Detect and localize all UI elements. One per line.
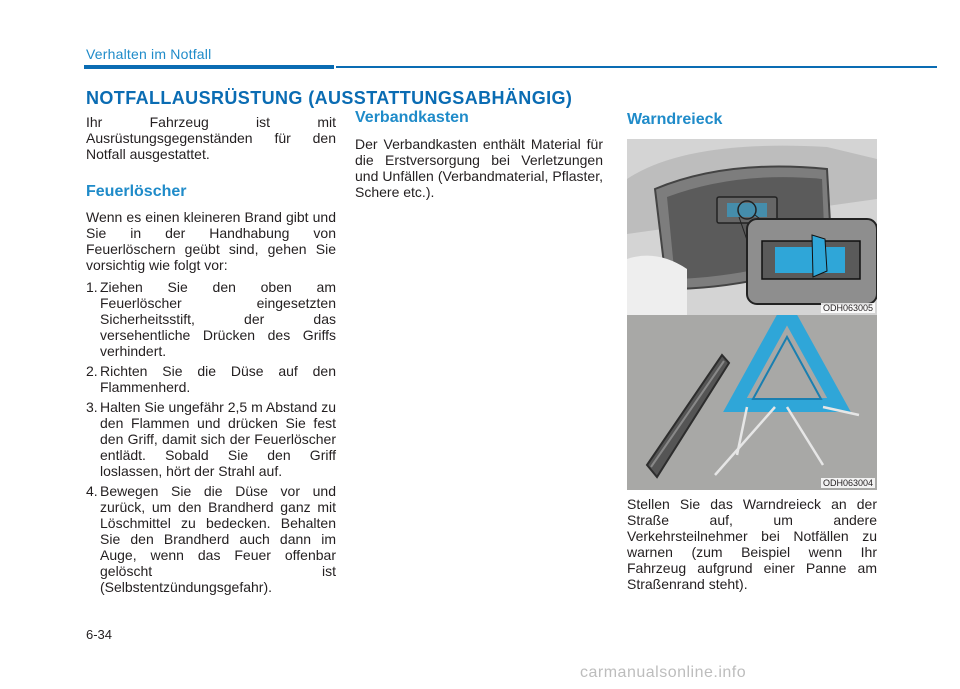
list-item (86, 363, 336, 395)
step-text: Halten Sie ungefähr 2,5 m Abstand zu den Flammen und drücken Sie fest den Griff, damit sich der Feuerlöscher entlädt. Sobald Sie den Griff loslassen, hört der Strahl auf. (100, 399, 336, 479)
figure-caption-triangle: ODH063004 (822, 478, 873, 488)
intro-paragraph: Ihr Fahrzeug ist mit Ausrüstungsgegenständen für den Notfall ausgestattet. (86, 114, 336, 162)
column-left (86, 114, 336, 162)
verbandkasten-section (355, 136, 603, 200)
step-text: Richten Sie die Düse auf den Flammenherd. (100, 363, 336, 395)
list-item (86, 483, 336, 595)
step-number: 4. (86, 483, 98, 499)
warndreieck-section (627, 496, 877, 592)
step-text: Bewegen Sie die Düse vor und zurück, um den Brandherd ganz mit Löschmittel zu bedecken. Behalten Sie den Brandherd auch dann im Auge, wenn das Feuer offenbar gelöscht ist (Selbstentzündungsgefahr). (100, 483, 336, 595)
warndreieck-text: Stellen Sie das Warndreieck an der Straße auf, um andere Verkehrsteilnehmer bei Notfällen zu warnen (zum Beispiel wenn Ihr Fahrzeug aufgrund einer Panne am Straßenrand steht). (627, 496, 877, 592)
step-number: 1. (86, 279, 98, 295)
header-rule-thin (336, 66, 937, 68)
heading-warndreieck: Warndreieck (627, 111, 723, 128)
watermark: carmanualsonline.info (580, 664, 747, 681)
list-item (86, 279, 336, 359)
figure-caption-trunk: ODH063005 (822, 303, 873, 313)
heading-verbandkasten: Verbandkasten (355, 109, 469, 126)
triangle-illustration (627, 315, 877, 490)
trunk-illustration (627, 139, 877, 315)
trunk-drawing (627, 139, 877, 315)
step-text: Ziehen Sie den oben am Feuerlöscher eingesetzten Sicherheitsstift, der das versehentliche Drücken des Griffs verhindert. (100, 279, 336, 359)
page-title: NOTFALLAUSRÜSTUNG (AUSSTATTUNGSABHÄNGIG) (86, 88, 573, 108)
heading-feuerloescher: Feuerlöscher (86, 183, 187, 200)
step-number: 3. (86, 399, 98, 415)
verbandkasten-text: Der Verbandkasten enthält Material für die Erstversorgung bei Verletzungen und Unfällen (Verbandmaterial, Pflaster, Schere etc.). (355, 136, 603, 200)
triangle-drawing (627, 315, 877, 490)
feuerloescher-section (86, 209, 336, 599)
header-rule-thick (84, 65, 334, 69)
feuerloescher-steps (86, 279, 336, 595)
step-number: 2. (86, 363, 98, 379)
feuerloescher-text: Wenn es einen kleineren Brand gibt und Sie in der Handhabung von Feuerlöschern geübt sind, gehen Sie vorsichtig wie folgt vor: (86, 209, 336, 273)
section-label: Verhalten im Notfall (86, 46, 212, 62)
page-number: 6-34 (86, 627, 113, 642)
list-item (86, 399, 336, 479)
